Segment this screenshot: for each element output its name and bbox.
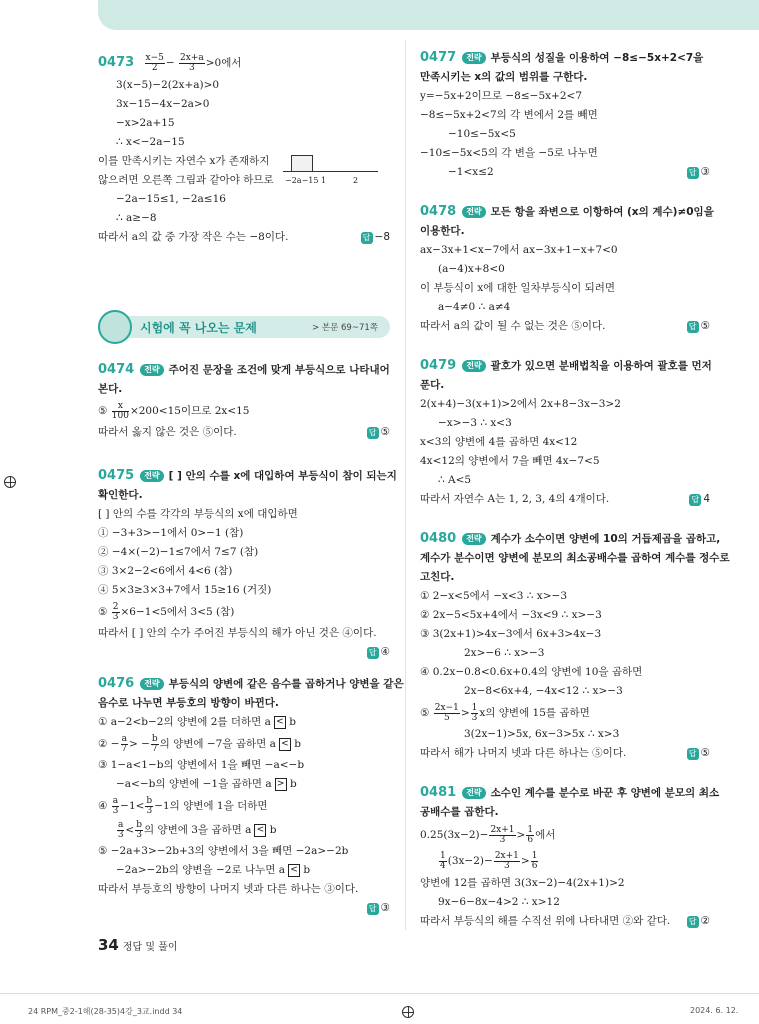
answer-icon: 답 bbox=[687, 916, 699, 928]
solution-line: y=−5x+2이므로 −8≤−5x+2<7 bbox=[420, 90, 583, 102]
solution-line: 따라서 a의 값 중 가장 작은 수는 −8이다. 답 −8 bbox=[98, 228, 390, 247]
solution-line: 2x>−6 ∴ x>−3 bbox=[464, 647, 545, 659]
registration-mark-icon bbox=[4, 476, 16, 488]
solution-line: −10≤−5x<5 bbox=[448, 128, 516, 140]
strategy-text: 고친다. bbox=[420, 571, 455, 583]
solution-line: ③ 1−a<1−b의 양변에서 1을 빼면 −a<−b bbox=[98, 759, 305, 771]
solution-line: ⑤ $\frac{2}{3}$ ×6−1<5에서 3<5 (참) bbox=[98, 601, 235, 622]
problem-0481-header: 0481 전략 소수인 계수를 분수로 바꾼 후 양변에 분모의 최소 bbox=[420, 785, 720, 800]
left-column bbox=[98, 50, 390, 247]
solution-line: 따라서 옳지 않은 것은 ⑤이다. 답 ⑤ bbox=[98, 426, 390, 438]
solution-line: 따라서 부등호의 방향이 나머지 넷과 다른 하나는 ③이다. bbox=[98, 883, 359, 895]
solution-line: 9x−6−8x−4>2 ∴ x>12 bbox=[438, 896, 560, 908]
solution-line: 따라서 [ ] 안의 수가 주어진 부등식의 해가 아닌 것은 ④이다. bbox=[98, 627, 377, 639]
fraction: $\frac{2x+a}{3}$ bbox=[180, 52, 204, 73]
banner-title: 시험에 꼭 나오는 문제 bbox=[140, 321, 257, 335]
solution-line: ② 2x−5<5x+4에서 −3x<9 ∴ x>−3 bbox=[420, 609, 602, 621]
strategy-text: 이용한다. bbox=[420, 225, 465, 237]
problem-0477-header: 0477 전략 부등식의 성질을 이용하여 −8≤−5x+2<7을 bbox=[420, 50, 704, 65]
solution-line: ② −4×(−2)−1≤7에서 7≤7 (참) bbox=[98, 546, 259, 558]
solution-line: 2x−8<6x+4, −4x<12 ∴ x>−3 bbox=[464, 685, 623, 697]
solution-line: −x>2a+15 bbox=[116, 117, 175, 129]
solution-line: 3(2x−1)>5x, 6x−3>5x ∴ x>3 bbox=[464, 728, 620, 740]
solution-line: ② − $\frac{a}{7}$ > − $\frac{b}{7}$ 의 양변에 −7을 곱하면 a < b bbox=[98, 733, 301, 754]
problem-0478-header: 0478 전략 모든 항을 좌변으로 이항하여 (x의 계수)≠0임을 bbox=[420, 204, 714, 219]
solution-line: 이 부등식이 x에 대한 일차부등식이 되려면 bbox=[420, 282, 616, 294]
solution-line: −2a>−2b의 양변을 −2로 나누면 a < b bbox=[116, 864, 311, 876]
solution-line: 4x<12의 양변에서 7을 빼면 4x−7<5 bbox=[420, 455, 600, 467]
problem-number: 0473 bbox=[98, 55, 135, 70]
print-date: 2024. 6. 12. bbox=[690, 1006, 739, 1015]
answer-icon: 답 bbox=[367, 427, 379, 439]
problem-0476-header: 0476 전략 부등식의 양변에 같은 음수를 곱하거나 양변을 같은 bbox=[98, 676, 404, 691]
solution-line: ⑤ $\frac{x}{100}$ ×200<15이므로 2x<15 bbox=[98, 400, 250, 421]
problem-0475-header: 0475 전략 [ ] 안의 수를 x에 대입하여 부등식이 참이 되는지 bbox=[98, 468, 397, 483]
banner-page-ref: > 본문 69~71쪽 bbox=[312, 323, 378, 333]
page-number: 34 bbox=[98, 936, 119, 954]
problem-0480-header: 0480 전략 계수가 소수이면 양변에 10의 거듭제곱을 곱하고, bbox=[420, 531, 721, 546]
solution-line: ④ 0.2x−0.8<0.6x+0.4의 양변에 10을 곱하면 bbox=[420, 666, 643, 678]
strategy-text: 계수가 분수이면 양변에 분모의 최소공배수를 곱하여 계수를 정수로 bbox=[420, 552, 730, 564]
strategy-text: 푼다. bbox=[420, 379, 445, 391]
solution-line: ∴ a≥−8 bbox=[116, 212, 157, 224]
answer-icon: 답 bbox=[687, 167, 699, 179]
registration-mark-icon bbox=[402, 1006, 414, 1018]
strategy-text: 본다. bbox=[98, 383, 123, 395]
solution-line: ∴ A<5 bbox=[438, 474, 472, 486]
footer-title: 정답 및 풀이 bbox=[122, 942, 178, 953]
answer-line: 답 ③ bbox=[98, 899, 390, 918]
problem-0474-header: 0474 전략 주어진 문장을 조건에 맞게 부등식으로 나타내어 bbox=[98, 362, 390, 377]
right-column bbox=[420, 48, 730, 931]
strategy-text: 공배수를 곱한다. bbox=[420, 806, 499, 818]
solution-line: 2(x+4)−3(x+1)>2에서 2x+8−3x−3>2 bbox=[420, 398, 621, 410]
solution-line: x<3의 양변에 4를 곱하면 4x<12 bbox=[420, 436, 578, 448]
strategy-text: 만족시키는 x의 값의 범위를 구한다. bbox=[420, 71, 588, 83]
solution-line: −1<x≤2 답 ③ bbox=[448, 166, 710, 178]
top-header-band bbox=[98, 0, 759, 30]
fraction: $\frac{x-5}{2}$ bbox=[145, 52, 164, 73]
solution-line: ⑤ $\frac{2x-1}{5}$ > $\frac{1}{3}$ x의 양변에 15를 곱하면 bbox=[420, 702, 590, 723]
print-file-info: 24 RPM_중2-1해(28-35)4강_3교.indd 34 bbox=[28, 1007, 183, 1016]
solution-line: 따라서 해가 나머지 넷과 다른 하나는 ⑤이다. 답 ⑤ bbox=[420, 747, 710, 759]
solution-line: [ ] 안의 수를 각각의 부등식의 x에 대입하면 bbox=[98, 508, 298, 520]
solution-line: 따라서 부등식의 해를 수직선 위에 나타내면 ②와 같다. 답 ② bbox=[420, 915, 710, 927]
strategy-text: 확인한다. bbox=[98, 489, 143, 501]
solution-line: ① −3+3>−1에서 0>−1 (참) bbox=[98, 527, 244, 539]
footer-rule bbox=[0, 993, 759, 994]
left-column-lower bbox=[98, 360, 404, 918]
answer-icon: 답 bbox=[367, 647, 379, 659]
mascot-icon bbox=[98, 310, 132, 344]
solution-line: ax−3x+1<x−7에서 ax−3x+1−x+7<0 bbox=[420, 244, 618, 256]
solution-line: ③ 3×2−2<6에서 4<6 (참) bbox=[98, 565, 233, 577]
solution-line: ① 2−x<5에서 −x<3 ∴ x>−3 bbox=[420, 590, 568, 602]
solution-line: ∴ x<−2a−15 bbox=[116, 136, 185, 148]
solution-line: ⑤ −2a+3>−2b+3의 양변에서 3을 빼면 −2a>−2b bbox=[98, 845, 349, 857]
answer-icon: 답 bbox=[367, 903, 379, 915]
number-line-figure: −2a−15 1 2 bbox=[283, 150, 383, 190]
solution-line: ④ 5×3≥3×3+7에서 15≥16 (거짓) bbox=[98, 584, 272, 596]
solution-line: (a−4)x+8<0 bbox=[438, 263, 505, 275]
solution-line: 0.25(3x−2)− $\frac{2x+1}{3}$ > $\frac{1}{6}$ 에서 bbox=[420, 824, 556, 845]
problem-0479-header: 0479 전략 괄호가 있으면 분배법칙을 이용하여 괄호를 먼저 bbox=[420, 358, 712, 373]
solution-line: 이를 만족시키는 자연수 x가 존재하지 bbox=[98, 155, 270, 167]
solution-line: 않으려면 오른쪽 그림과 같아야 하므로 bbox=[98, 174, 274, 186]
answer-line: 답 ④ bbox=[98, 643, 390, 662]
solution-line: $\frac{a}{3}$ < $\frac{b}{3}$ 의 양변에 3을 곱하면 a < b bbox=[117, 819, 277, 840]
answer: 답 −8 bbox=[361, 228, 390, 247]
solution-line: ④ $\frac{a}{3}$ −1< $\frac{b}{3}$ −1의 양변에 1을 더하면 bbox=[98, 795, 268, 816]
problem-0473-header: 0473 $\frac{x-5}{2}$ − $\frac{2x+a}{3}$ >0에서 bbox=[98, 52, 242, 73]
column-divider bbox=[405, 40, 406, 930]
solution-line: −10≤−5x<5의 각 변을 −5로 나누면 bbox=[420, 147, 598, 159]
solution-line: −x>−3 ∴ x<3 bbox=[438, 417, 512, 429]
answer-icon: 답 bbox=[361, 232, 373, 244]
solution-line: 3(x−5)−2(2x+a)>0 bbox=[116, 79, 220, 91]
strategy-text: 음수로 나누면 부등호의 방향이 바뀐다. bbox=[98, 697, 279, 709]
solution-line: −8≤−5x+2<7의 각 변에서 2를 빼면 bbox=[420, 109, 598, 121]
solution-line: ① a−2<b−2의 양변에 2를 더하면 a < b bbox=[98, 716, 296, 728]
solution-line: 양변에 12를 곱하면 3(3x−2)−4(2x+1)>2 bbox=[420, 877, 625, 889]
solution-line: −a<−b의 양변에 −1을 곱하면 a > b bbox=[116, 778, 297, 790]
page-footer bbox=[98, 936, 178, 954]
solution-line: ③ 3(2x+1)>4x−3에서 6x+3>4x−3 bbox=[420, 628, 602, 640]
solution-line: a−4≠0 ∴ a≠4 bbox=[438, 301, 511, 313]
answer-icon: 답 bbox=[687, 321, 699, 333]
solution-line: $\frac{1}{4}$ (3x−2)− $\frac{2x+1}{3}$ > $\frac{1}{6}$ bbox=[440, 850, 538, 871]
section-banner bbox=[98, 310, 390, 344]
answer-icon: 답 bbox=[687, 748, 699, 760]
answer-icon: 답 bbox=[689, 494, 701, 506]
solution-line: 따라서 a의 값이 될 수 없는 것은 ⑤이다. 답 ⑤ bbox=[420, 320, 710, 332]
solution-line: 3x−15−4x−2a>0 bbox=[116, 98, 210, 110]
solution-line: 따라서 자연수 A는 1, 2, 3, 4의 4개이다. 답 4 bbox=[420, 493, 710, 505]
solution-line: −2a−15≤1, −2a≤16 bbox=[116, 193, 226, 205]
